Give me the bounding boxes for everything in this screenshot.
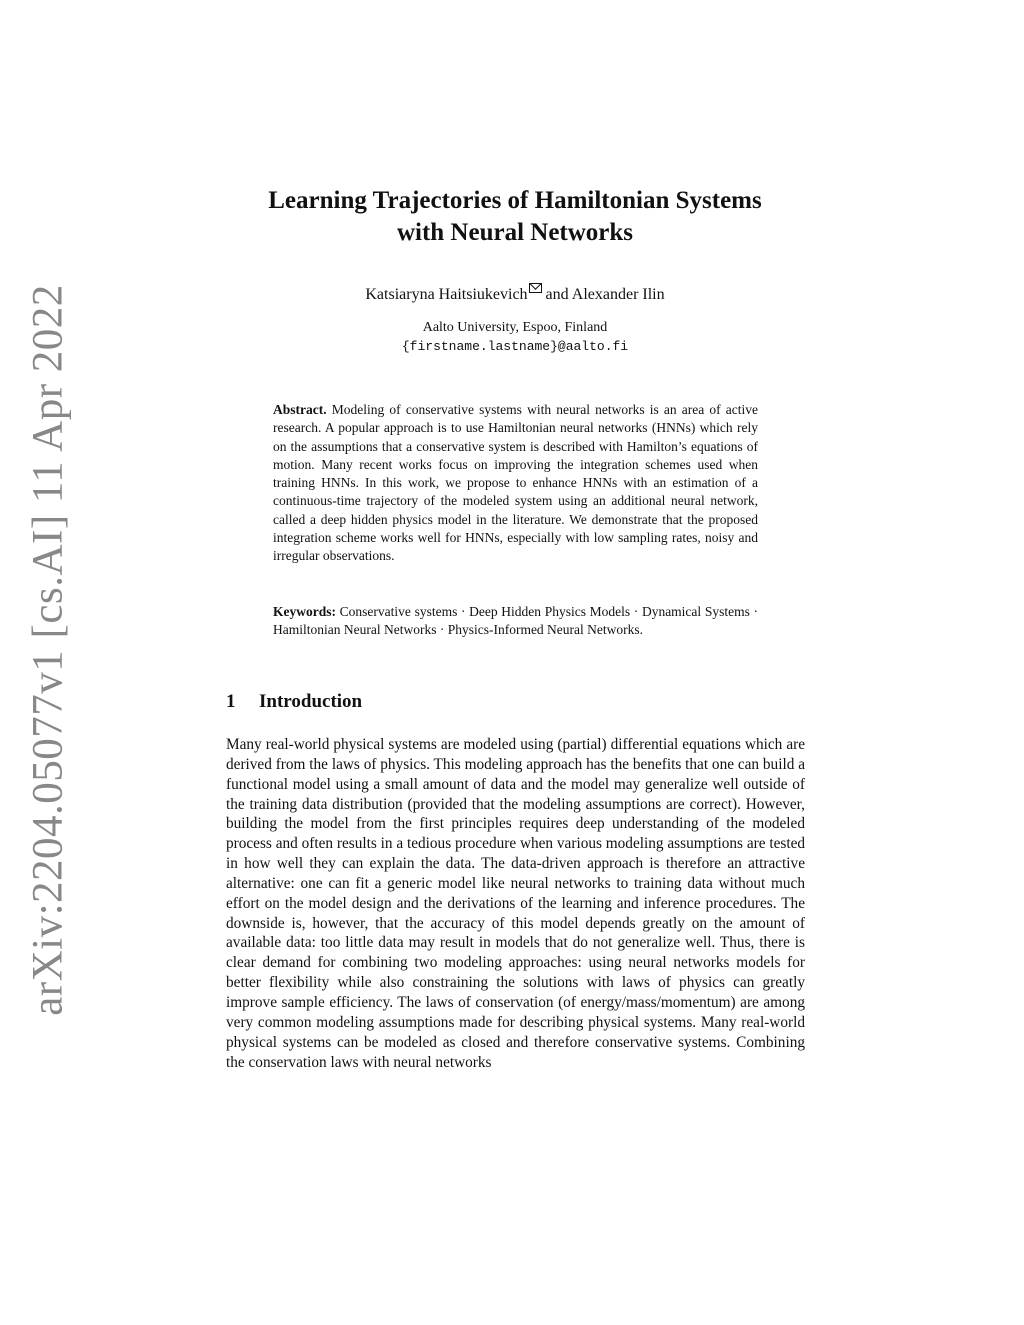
abstract-label: Abstract. xyxy=(273,402,327,417)
institution: Aalto University, Espoo, Finland xyxy=(422,320,608,335)
keywords xyxy=(273,603,758,640)
arxiv-identifier-stamp: arXiv:2204.05077v1 [cs.AI] 11 Apr 2022 xyxy=(24,284,72,1016)
section-number: 1 xyxy=(226,691,236,712)
author-connector: and xyxy=(541,286,572,303)
section-title: Introduction xyxy=(259,691,363,712)
author-list xyxy=(200,283,830,304)
envelope-icon xyxy=(529,283,542,293)
paper-title xyxy=(200,185,830,249)
keywords-label: Keywords: xyxy=(273,604,336,619)
author-name: Alexander Ilin xyxy=(571,286,665,303)
abstract xyxy=(273,401,758,566)
keywords-text: Conservative systems · Deep Hidden Physics Models · Dynamical Systems · Hamiltonian Neural Networks · Physics-Informed Neural Networks. xyxy=(273,604,758,638)
introduction-paragraph: Many real-world physical systems are modeled using (partial) differential equations which are derived from the laws of physics. This modeling approach has the benefits that one can build a functional model using a small amount of data and the model may generalize well outside of the training data distribution (provided that the modeling assumptions are correct). However, building the model from the first principles requires deep understanding of the modeled process and often results in a tedious procedure when various modeling assumptions are tested in how well they can explain the data. The data-driven approach is therefore an attractive alternative: one can fit a generic model like neural networks to training data without much effort on the model design and the derivations of the learning and inference procedures. The downside is, however, that the accuracy of this model depends greatly on the amount of available data: too little data may result in models that do not generalize well. Thus, there is clear demand for combining two modeling approaches: using neural networks models for better flexibility while also constraining the solutions with laws of physics can greatly improve sample efficiency. The laws of conservation (of energy/mass/momentum) are among very common modeling assumptions made for describing physical systems. Many real-world physical systems can be modeled as closed and therefore conservative systems. Combining the conservation laws with neural networks xyxy=(226,736,806,1071)
section-heading xyxy=(226,691,362,713)
abstract-text: Modeling of conservative systems with neural networks is an area of active research. A popular approach is to use Hamiltonian neural networks (HNNs) which rely on the assumptions that a conservative system is described with Hamilton’s equations of motion. Many recent works focus on improving the integration schemes used when training HNNs. In this work, we propose to enhance HNNs with an estimation of a continuous-time trajectory of the modeled system using an additional neural network, called a deep hidden physics model in the literature. We demonstrate that the proposed integration scheme works well for HNNs, especially with low sampling rates, noisy and irregular observations. xyxy=(273,402,758,564)
affiliation-block xyxy=(200,318,830,356)
email-address: {firstname.lastname}@aalto.fi xyxy=(401,339,629,354)
paper-title-line-2: with Neural Networks xyxy=(396,219,634,246)
author-name: Katsiaryna Haitsiukevich xyxy=(365,286,528,303)
paper-title-line-1: Learning Trajectories of Hamiltonian Systems xyxy=(268,187,762,214)
